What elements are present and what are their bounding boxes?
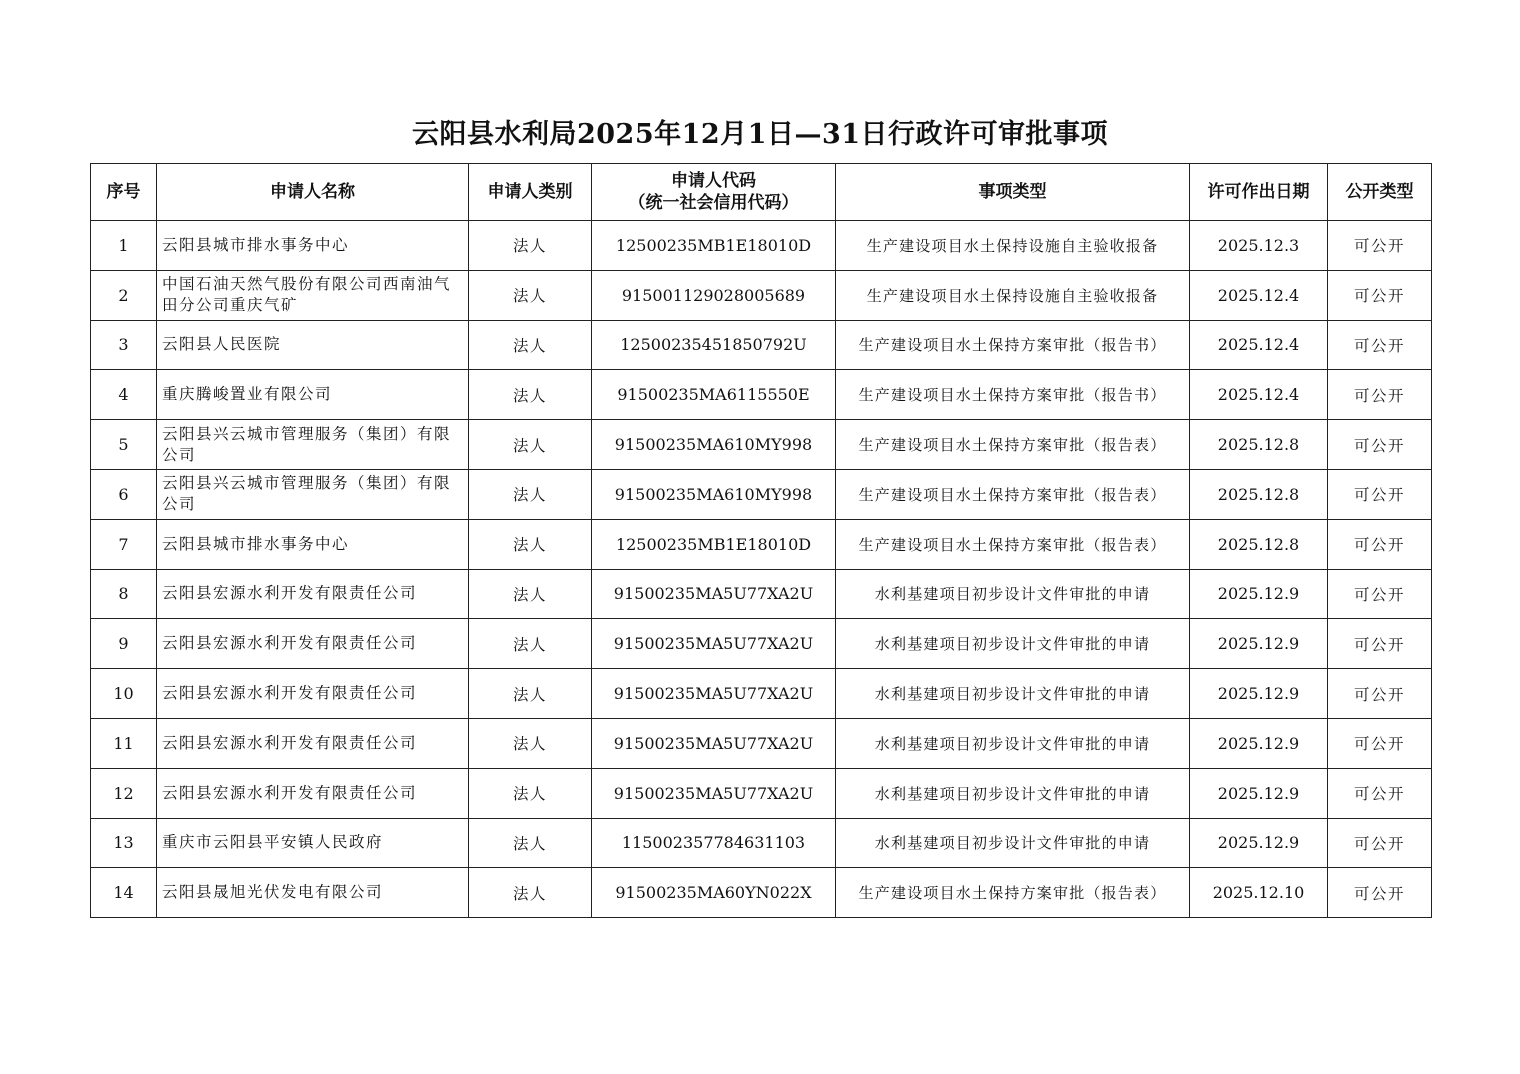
page-title: 云阳县水利局2025年12月1日—31日行政许可审批事项 (411, 119, 1109, 150)
cell-permit-date: 2025.12.9 (1190, 768, 1328, 818)
cell-permit-date: 2025.12.4 (1190, 370, 1328, 420)
cell-item-type: 生产建设项目水土保持方案审批（报告表） (836, 868, 1190, 918)
cell-permit-date: 2025.12.4 (1190, 320, 1328, 370)
col-header-code (592, 164, 836, 221)
cell-item-type: 生产建设项目水土保持设施自主验收报备 (836, 270, 1190, 320)
table-row (91, 420, 1432, 470)
cell-credit-code: 91500235MA610MY998 (592, 420, 836, 470)
cell-applicant-name: 云阳县兴云城市管理服务（集团）有限公司 (157, 469, 469, 519)
cell-disclosure-type: 可公开 (1328, 569, 1432, 619)
cell-permit-date: 2025.12.8 (1190, 519, 1328, 569)
cell-disclosure-type: 可公开 (1328, 818, 1432, 868)
cell-applicant-name: 云阳县晟旭光伏发电有限公司 (157, 868, 469, 918)
cell-seq: 10 (91, 669, 157, 719)
cell-permit-date: 2025.12.10 (1190, 868, 1328, 918)
cell-applicant-name: 云阳县城市排水事务中心 (157, 519, 469, 569)
cell-disclosure-type: 可公开 (1328, 519, 1432, 569)
table-row (91, 718, 1432, 768)
cell-applicant-name: 云阳县人民医院 (157, 320, 469, 370)
cell-seq: 11 (91, 718, 157, 768)
cell-applicant-category: 法人 (469, 270, 592, 320)
cell-applicant-name: 中国石油天然气股份有限公司西南油气田分公司重庆气矿 (157, 270, 469, 320)
cell-seq: 2 (91, 270, 157, 320)
table-row (91, 320, 1432, 370)
cell-item-type: 水利基建项目初步设计文件审批的申请 (836, 768, 1190, 818)
cell-applicant-name: 重庆腾峻置业有限公司 (157, 370, 469, 420)
cell-applicant-name: 云阳县宏源水利开发有限责任公司 (157, 718, 469, 768)
cell-disclosure-type: 可公开 (1328, 768, 1432, 818)
cell-applicant-name: 云阳县宏源水利开发有限责任公司 (157, 768, 469, 818)
cell-applicant-category: 法人 (469, 221, 592, 271)
permit-table (90, 163, 1432, 918)
col-header-item-type: 事项类型 (836, 164, 1190, 221)
cell-credit-code: 91500235MA5U77XA2U (592, 569, 836, 619)
cell-seq: 14 (91, 868, 157, 918)
cell-applicant-name: 云阳县宏源水利开发有限责任公司 (157, 619, 469, 669)
table-row (91, 519, 1432, 569)
table-row (91, 270, 1432, 320)
table-row (91, 768, 1432, 818)
cell-item-type: 水利基建项目初步设计文件审批的申请 (836, 818, 1190, 868)
col-header-date: 许可作出日期 (1190, 164, 1328, 221)
cell-permit-date: 2025.12.8 (1190, 420, 1328, 470)
cell-item-type: 水利基建项目初步设计文件审批的申请 (836, 569, 1190, 619)
cell-disclosure-type: 可公开 (1328, 221, 1432, 271)
cell-disclosure-type: 可公开 (1328, 420, 1432, 470)
header-row (91, 164, 1432, 221)
cell-permit-date: 2025.12.3 (1190, 221, 1328, 271)
cell-credit-code: 91500235MA5U77XA2U (592, 619, 836, 669)
cell-applicant-category: 法人 (469, 370, 592, 420)
cell-item-type: 生产建设项目水土保持方案审批（报告表） (836, 519, 1190, 569)
cell-applicant-category: 法人 (469, 669, 592, 719)
cell-item-type: 水利基建项目初步设计文件审批的申请 (836, 669, 1190, 719)
cell-applicant-category: 法人 (469, 569, 592, 619)
cell-applicant-category: 法人 (469, 619, 592, 669)
col-header-seq: 序号 (91, 164, 157, 221)
cell-item-type: 生产建设项目水土保持方案审批（报告书） (836, 370, 1190, 420)
cell-seq: 4 (91, 370, 157, 420)
cell-seq: 6 (91, 469, 157, 519)
cell-permit-date: 2025.12.9 (1190, 669, 1328, 719)
cell-credit-code: 12500235MB1E18010D (592, 221, 836, 271)
cell-credit-code: 91500235MA6115550E (592, 370, 836, 420)
cell-credit-code: 915001129028005689 (592, 270, 836, 320)
cell-permit-date: 2025.12.9 (1190, 619, 1328, 669)
table-row (91, 569, 1432, 619)
cell-credit-code: 12500235451850792U (592, 320, 836, 370)
cell-seq: 7 (91, 519, 157, 569)
cell-seq: 1 (91, 221, 157, 271)
cell-seq: 12 (91, 768, 157, 818)
table-row (91, 669, 1432, 719)
col-header-name: 申请人名称 (157, 164, 469, 221)
cell-credit-code: 91500235MA5U77XA2U (592, 718, 836, 768)
cell-applicant-category: 法人 (469, 818, 592, 868)
cell-item-type: 水利基建项目初步设计文件审批的申请 (836, 718, 1190, 768)
cell-item-type: 水利基建项目初步设计文件审批的申请 (836, 619, 1190, 669)
col-header-code-line1: 申请人代码 (671, 171, 756, 191)
cell-permit-date: 2025.12.4 (1190, 270, 1328, 320)
cell-disclosure-type: 可公开 (1328, 669, 1432, 719)
cell-credit-code: 91500235MA610MY998 (592, 469, 836, 519)
cell-permit-date: 2025.12.9 (1190, 569, 1328, 619)
cell-applicant-category: 法人 (469, 718, 592, 768)
table-row (91, 868, 1432, 918)
cell-seq: 3 (91, 320, 157, 370)
cell-credit-code: 91500235MA5U77XA2U (592, 768, 836, 818)
cell-disclosure-type: 可公开 (1328, 370, 1432, 420)
cell-applicant-category: 法人 (469, 469, 592, 519)
cell-applicant-category: 法人 (469, 519, 592, 569)
table-row (91, 818, 1432, 868)
cell-seq: 13 (91, 818, 157, 868)
table-row (91, 221, 1432, 271)
cell-applicant-category: 法人 (469, 320, 592, 370)
cell-applicant-category: 法人 (469, 768, 592, 818)
cell-item-type: 生产建设项目水土保持方案审批（报告表） (836, 420, 1190, 470)
cell-permit-date: 2025.12.9 (1190, 818, 1328, 868)
cell-applicant-name: 云阳县宏源水利开发有限责任公司 (157, 669, 469, 719)
cell-seq: 9 (91, 619, 157, 669)
col-header-category: 申请人类别 (469, 164, 592, 221)
table-row (91, 370, 1432, 420)
cell-credit-code: 12500235MB1E18010D (592, 519, 836, 569)
cell-disclosure-type: 可公开 (1328, 718, 1432, 768)
cell-permit-date: 2025.12.9 (1190, 718, 1328, 768)
cell-disclosure-type: 可公开 (1328, 868, 1432, 918)
cell-disclosure-type: 可公开 (1328, 619, 1432, 669)
cell-permit-date: 2025.12.8 (1190, 469, 1328, 519)
cell-applicant-name: 云阳县城市排水事务中心 (157, 221, 469, 271)
cell-credit-code: 91500235MA60YN022X (592, 868, 836, 918)
cell-applicant-name: 重庆市云阳县平安镇人民政府 (157, 818, 469, 868)
cell-disclosure-type: 可公开 (1328, 469, 1432, 519)
table-row (91, 469, 1432, 519)
cell-applicant-name: 云阳县宏源水利开发有限责任公司 (157, 569, 469, 619)
cell-item-type: 生产建设项目水土保持设施自主验收报备 (836, 221, 1190, 271)
cell-applicant-name: 云阳县兴云城市管理服务（集团）有限公司 (157, 420, 469, 470)
table-row (91, 619, 1432, 669)
table-body (91, 221, 1432, 918)
cell-credit-code: 91500235MA5U77XA2U (592, 669, 836, 719)
cell-seq: 8 (91, 569, 157, 619)
cell-applicant-category: 法人 (469, 868, 592, 918)
cell-applicant-category: 法人 (469, 420, 592, 470)
col-header-code-line2: （统一社会信用代码） (628, 193, 799, 213)
cell-disclosure-type: 可公开 (1328, 270, 1432, 320)
cell-item-type: 生产建设项目水土保持方案审批（报告书） (836, 320, 1190, 370)
cell-seq: 5 (91, 420, 157, 470)
cell-disclosure-type: 可公开 (1328, 320, 1432, 370)
cell-item-type: 生产建设项目水土保持方案审批（报告表） (836, 469, 1190, 519)
col-header-disclosure: 公开类型 (1328, 164, 1432, 221)
cell-credit-code: 115002357784631103 (592, 818, 836, 868)
